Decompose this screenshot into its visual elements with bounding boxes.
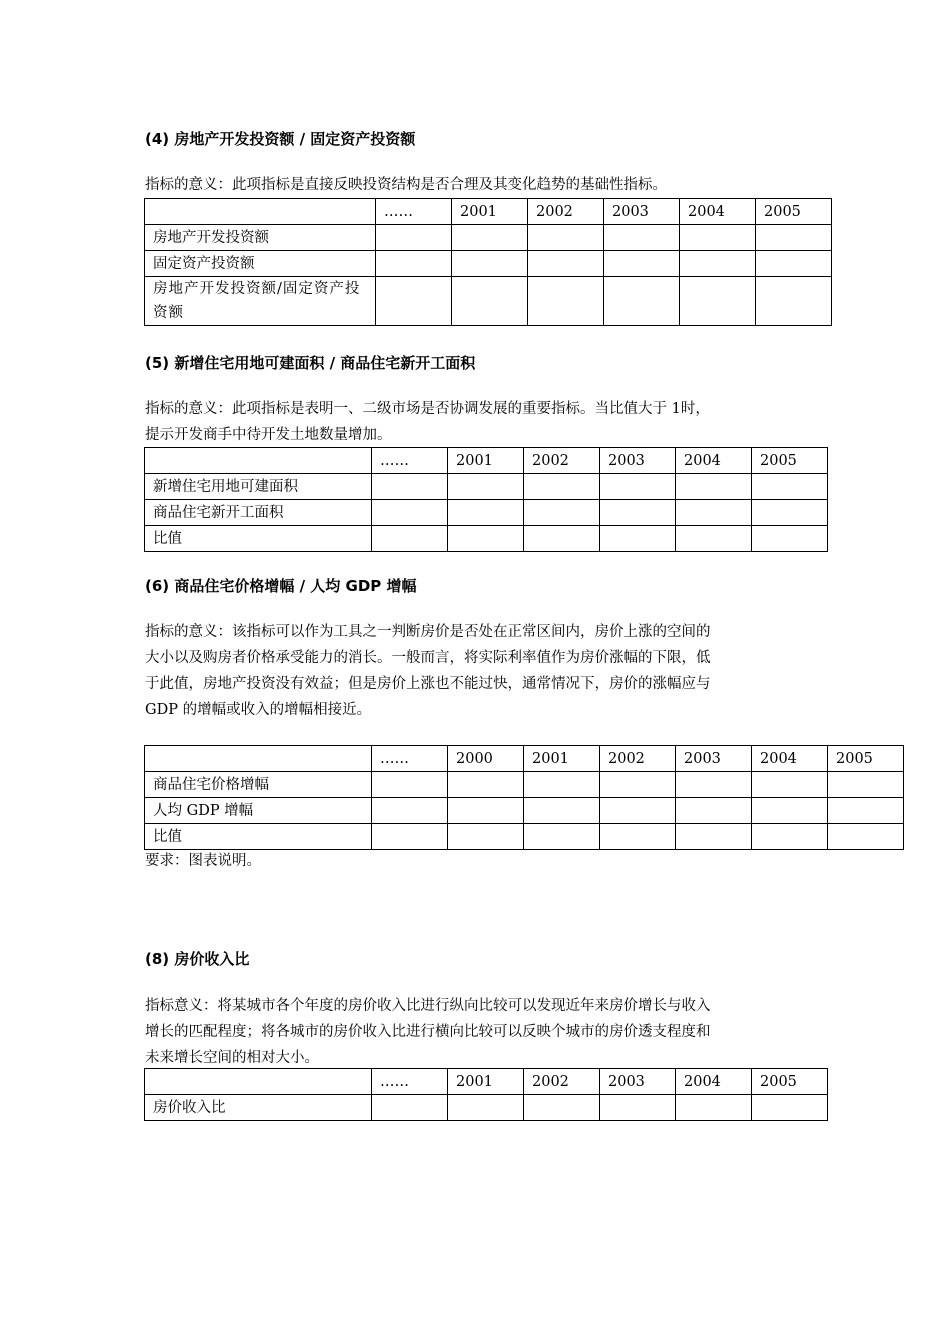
section-6-note: 要求：图表说明。 xyxy=(145,853,261,869)
table-cell xyxy=(524,772,600,798)
table-header-row xyxy=(145,199,832,225)
description-line: 未来增长空间的相对大小。 xyxy=(145,1050,319,1066)
table-cell xyxy=(752,824,828,850)
table-cell xyxy=(752,1095,828,1121)
column-header: …… xyxy=(372,448,448,474)
row-label: 比值 xyxy=(145,824,372,850)
column-header: 2004 xyxy=(676,1069,752,1095)
section-6-description xyxy=(145,619,711,723)
column-header: …… xyxy=(372,1069,448,1095)
table-cell xyxy=(752,500,828,526)
table-cell xyxy=(524,526,600,552)
column-header: 2002 xyxy=(600,746,676,772)
description-line: 提示开发商手中待开发土地数量增加。 xyxy=(145,427,392,443)
section-8-table xyxy=(144,1068,828,1121)
section-6-table xyxy=(144,745,904,850)
table-cell xyxy=(372,526,448,552)
table-cell xyxy=(448,526,524,552)
table-cell xyxy=(680,225,756,251)
column-header: 2001 xyxy=(524,746,600,772)
table-cell xyxy=(448,474,524,500)
table-cell xyxy=(676,798,752,824)
table-cell xyxy=(524,1095,600,1121)
row-label: 房价收入比 xyxy=(145,1095,372,1121)
column-header: 2005 xyxy=(828,746,904,772)
table-corner-cell xyxy=(145,746,372,772)
table-cell xyxy=(372,500,448,526)
table-row xyxy=(145,251,832,277)
table-cell xyxy=(600,772,676,798)
column-header: 2001 xyxy=(448,1069,524,1095)
table-cell xyxy=(524,824,600,850)
table-row xyxy=(145,526,828,552)
table-cell xyxy=(448,772,524,798)
section-5-description xyxy=(145,396,710,448)
table-row xyxy=(145,772,904,798)
description-line: 指标的意义：该指标可以作为工具之一判断房价是否处在正常区间内，房价上涨的空间的 xyxy=(145,624,711,640)
column-header: 2002 xyxy=(524,1069,600,1095)
table-cell xyxy=(600,824,676,850)
table-cell xyxy=(372,474,448,500)
table-header-row xyxy=(145,448,828,474)
table-cell xyxy=(676,500,752,526)
description-line: 指标的意义：此项指标是直接反映投资结构是否合理及其变化趋势的基础性指标。 xyxy=(145,177,667,193)
description-line: 于此值，房地产投资没有效益；但是房价上涨也不能过快，通常情况下，房价的涨幅应与 xyxy=(145,676,711,692)
table-cell xyxy=(676,772,752,798)
table-cell xyxy=(600,798,676,824)
table-cell xyxy=(452,225,528,251)
table-cell xyxy=(528,225,604,251)
column-header: 2003 xyxy=(600,448,676,474)
row-label: 商品住宅价格增幅 xyxy=(145,772,372,798)
table-row xyxy=(145,1095,828,1121)
column-header: 2004 xyxy=(680,199,756,225)
section-5-table xyxy=(144,447,828,552)
table-cell xyxy=(528,277,604,326)
section-8-heading: (8) 房价收入比 xyxy=(145,950,250,968)
column-header: 2005 xyxy=(756,199,832,225)
column-header: 2004 xyxy=(752,746,828,772)
table-cell xyxy=(756,225,832,251)
description-line: 大小以及购房者价格承受能力的消长。一般而言，将实际利率值作为房价涨幅的下限，低 xyxy=(145,650,711,666)
column-header: 2003 xyxy=(600,1069,676,1095)
table-cell xyxy=(372,824,448,850)
table-cell xyxy=(452,251,528,277)
column-header: 2000 xyxy=(448,746,524,772)
row-label: 新增住宅用地可建面积 xyxy=(145,474,372,500)
table-cell xyxy=(680,277,756,326)
table-row xyxy=(145,500,828,526)
table-cell xyxy=(528,251,604,277)
table-corner-cell xyxy=(145,448,372,474)
table-cell xyxy=(828,798,904,824)
column-header: …… xyxy=(376,199,452,225)
table-cell xyxy=(756,251,832,277)
column-header: 2001 xyxy=(448,448,524,474)
table-cell xyxy=(752,798,828,824)
table-cell xyxy=(604,251,680,277)
section-4-heading: (4) 房地产开发投资额 / 固定资产投资额 xyxy=(145,130,416,148)
table-cell xyxy=(676,526,752,552)
column-header: 2004 xyxy=(676,448,752,474)
table-header-row xyxy=(145,746,904,772)
table-cell xyxy=(372,1095,448,1121)
row-label: 固定资产投资额 xyxy=(145,251,376,277)
table-cell xyxy=(828,824,904,850)
table-cell xyxy=(524,500,600,526)
table-row xyxy=(145,474,828,500)
section-6-heading: (6) 商品住宅价格增幅 / 人均 GDP 增幅 xyxy=(145,577,417,595)
row-label: 商品住宅新开工面积 xyxy=(145,500,372,526)
column-header: 2002 xyxy=(528,199,604,225)
column-header: 2002 xyxy=(524,448,600,474)
table-cell xyxy=(448,824,524,850)
table-row xyxy=(145,798,904,824)
table-cell xyxy=(600,526,676,552)
table-cell xyxy=(448,500,524,526)
table-cell xyxy=(372,798,448,824)
column-header: 2001 xyxy=(452,199,528,225)
row-label: 房地产开发投资额 xyxy=(145,225,376,251)
table-cell xyxy=(828,772,904,798)
column-header: 2003 xyxy=(604,199,680,225)
table-corner-cell xyxy=(145,199,376,225)
column-header: 2003 xyxy=(676,746,752,772)
row-label: 房地产开发投资额/固定资产投资额 xyxy=(145,277,376,326)
section-8-description xyxy=(145,993,711,1071)
table-cell xyxy=(680,251,756,277)
column-header: 2005 xyxy=(752,448,828,474)
table-cell xyxy=(600,474,676,500)
table-cell xyxy=(448,798,524,824)
table-cell xyxy=(752,474,828,500)
table-cell xyxy=(676,1095,752,1121)
table-header-row xyxy=(145,1069,828,1095)
column-header: …… xyxy=(372,746,448,772)
row-label: 比值 xyxy=(145,526,372,552)
table-cell xyxy=(752,772,828,798)
table-row xyxy=(145,277,832,326)
table-cell xyxy=(448,1095,524,1121)
table-cell xyxy=(524,474,600,500)
table-cell xyxy=(604,225,680,251)
table-cell xyxy=(376,277,452,326)
table-cell xyxy=(600,1095,676,1121)
column-header: 2005 xyxy=(752,1069,828,1095)
table-cell xyxy=(676,474,752,500)
table-cell xyxy=(604,277,680,326)
section-4-table xyxy=(144,198,832,326)
table-cell xyxy=(372,772,448,798)
description-line: 增长的匹配程度；将各城市的房价收入比进行横向比较可以反映个城市的房价透支程度和 xyxy=(145,1024,711,1040)
table-cell xyxy=(600,500,676,526)
description-line: 指标的意义：此项指标是表明一、二级市场是否协调发展的重要指标。当比值大于 1时， xyxy=(145,401,710,417)
table-cell xyxy=(752,526,828,552)
table-row xyxy=(145,225,832,251)
section-5-heading: (5) 新增住宅用地可建面积 / 商品住宅新开工面积 xyxy=(145,354,476,372)
table-cell xyxy=(452,277,528,326)
row-label: 人均 GDP 增幅 xyxy=(145,798,372,824)
table-cell xyxy=(524,798,600,824)
table-cell xyxy=(376,225,452,251)
table-cell xyxy=(376,251,452,277)
description-line: 指标意义：将某城市各个年度的房价收入比进行纵向比较可以发现近年来房价增长与收入 xyxy=(145,998,711,1014)
section-4-description xyxy=(145,172,667,198)
table-corner-cell xyxy=(145,1069,372,1095)
table-cell xyxy=(676,824,752,850)
table-cell xyxy=(756,277,832,326)
table-row xyxy=(145,824,904,850)
description-line: GDP 的增幅或收入的增幅相接近。 xyxy=(145,702,372,718)
